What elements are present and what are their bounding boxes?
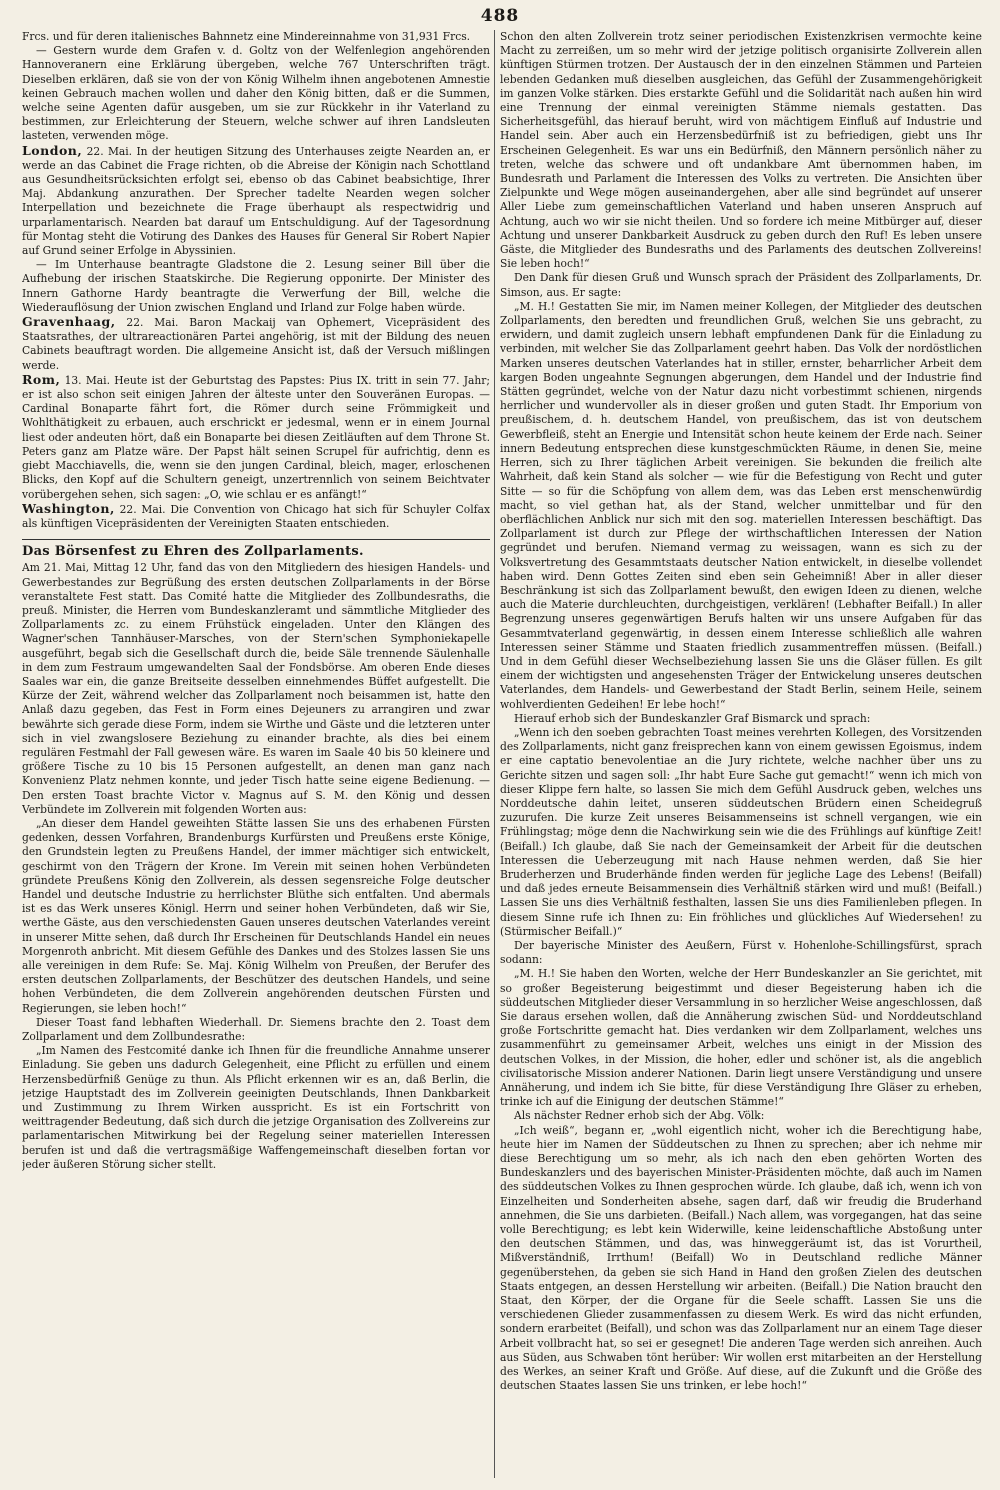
- right-column: [500, 30, 982, 1480]
- quote-paragraph: „Im Namen des Festcomité danke ich Ihnen für die freundliche Annahme unserer Einladung. Sie geben uns dadurch Gelegenheit, eine Pflicht zu erfüllen und einem Herzensbedürfniß Genüge zu thun. Als Pflicht erkennen wir es an, daß Berlin, die jetzige Hauptstadt des im Zollverein geeinigten Deutschlands, Ihnen Dankbarkeit und Zustimmung zu Ihrem Wirken ausspricht. Es ist ein Fortschritt von weittragender Bedeutung, daß sich durch die jetzige Organisation des Zollvereins zur parlamentarischen Mitwirkung bei der Regelung seiner materiellen Interessen berufen ist und daß die vertragsmäßige Waffengemeinschaft dieselben fortan vor jeder äußeren Störung sicher stellt.: [22, 1044, 490, 1171]
- column-divider: [494, 30, 495, 1478]
- paragraph: Hierauf erhob sich der Bundeskanzler Graf Bismarck und sprach:: [514, 711, 871, 725]
- quote-paragraph: „An dieser dem Handel geweihten Stätte lassen Sie uns des erhabenen Fürsten gedenken, dessen Vorfahren, Brandenburgs Kurfürsten und Preußens erste Könige, den Grundstein legten zu Preußens Handel, der immer mächtiger sich entwickelt, geschirmt von den Trägern der Krone. Im Verein mit seinen hohen Verbündeten gründete Preußens König den Zollverein, als dessen segensreiche Folge deutscher Handel und deutsche Industrie zu herrlichster Blüthe sich entfalten. Und abermals ist es das Werk unseres Königl. Herrn und seiner hohen Verbündeten, daß wir Sie, werthe Gäste, aus den verschiedensten Gauen unseres deutschen Vaterlandes vereint in unserer Mitte sehen, daß durch Ihr Erscheinen für Deutschlands Handel ein neues Morgenroth anbricht. Mit diesem Gefühle des Dankes und des Stolzes lassen Sie uns alle vereinigen in dem Rufe: Se. Maj. König Wilhelm von Preußen, der Berufer des ersten deutschen Zollparlaments, der Beschützer des deutschen Handels, und seine hohen Verbündeten, die dem Zollverein angehörenden deutschen Fürsten und Regierungen, sie leben hoch!“: [22, 816, 490, 1015]
- paragraph: Den Dank für diesen Gruß und Wunsch sprach der Präsident des Zollparlaments, Dr. Simson, aus. Er sagte:: [500, 271, 982, 299]
- dateline-date: 22. Mai.: [119, 502, 166, 516]
- dateline-place: Gravenhaag,: [22, 314, 116, 330]
- paragraph: — Gestern wurde dem Grafen v. d. Goltz von der Welfenlegion angehörenden Hannoveranern eine Erklärung übergeben, welche 767 Unterschriften trägt. Dieselben erklären, daß sie von der von König Wilhelm ihnen angebotenen Amnestie keinen Gebrauch machen wollen und daher den König bitten, daß er die Summen, welche seine Agenten dafür ausgeben, um sie zur Rückkehr in ihr Vaterland zu bestimmen, zur Erleichterung der Steuern, welche schwer auf ihren Landsleuten lasteten, verwenden möge.: [22, 44, 490, 143]
- dateline-place: Washington,: [22, 500, 115, 516]
- quote-paragraph: „Ich weiß“, begann er, „wohl eigentlich nicht, woher ich die Berechtigung habe, heute hier im Namen der Süddeutschen zu Ihnen zu sprechen; aber ich nehme mir diese Berechtigung um so mehr, als ich nach den eben gehörten Worten des Bundeskanzlers und des bayerischen Minister-Präsidenten möchte, daß auch im Namen des süddeutschen Volkes zu Ihnen gesprochen würde. Ich glaube, daß ich, wenn ich von Einzelheiten und Sonderheiten absehe, sagen darf, daß wir freudig die Bruderhand annehmen, die Sie uns darbieten. (Beifall.) Nach allem, was vorgegangen, hat das seine volle Berechtigung; es lebt kein Widerwille, keine leidenschaftliche Abstoßung unter den deutschen Stämmen, und das, was hinweggeräumt ist, das ist Vorurtheil, Mißverständniß, Irrthum! (Beifall) Wo in Deutschland redliche Männer gegenüberstehen, da geben sie sich Hand in Hand den großen Zielen des deutschen Staats entgegen, an dessen Herstellung wir arbeiten. (Beifall.) Die Nation braucht den Staat, den Körper, der die Organe für die Seele schafft. Lassen Sie uns die verschiedenen Glieder zusammenfassen zu diesem Werk. Es wird das nicht erfunden, sondern erarbeitet (Beifall), und schon was das Zollparlament nur an einem Tage dieser Arbeit vollbracht hat, so sei er gesegnet! Die anderen Tage werden sich anreihen. Auch aus Süden, aus Schwaben tönt herüber: Wir wollen erst mitarbeiten an der Herstellung des Werkes, an seiner Kraft und Größe. Auf diese, auf die Zukunft und die Größe des deutschen Staates lassen Sie uns trinken, er lebe hoch!“: [500, 1123, 982, 1393]
- news-item-washington: [22, 502, 490, 531]
- news-item-london: [22, 144, 490, 259]
- dateline-date: 13. Mai.: [64, 373, 110, 387]
- news-text: Baron Mackaij van Ophemert, Vicepräsident des Staatsrathes, der ultrareactionären Partei angehörig, ist mit der Bildung des neuen Cabinets beauftragt worden. Die allgemeine Ansicht ist, daß der Versuch mißlingen werde.: [22, 316, 490, 372]
- dateline-date: 22. Mai.: [126, 316, 179, 330]
- page-number: 488: [480, 6, 520, 26]
- paragraph: Dieser Toast fand lebhaften Wiederhall. Dr. Siemens brachte den 2. Toast dem Zollparlament und dem Zollbundesrathe:: [22, 1015, 490, 1044]
- paragraph: Am 21. Mai, Mittag 12 Uhr, fand das von den Mitgliedern des hiesigen Handels- und Gewerbestandes zur Begrüßung des ersten deutschen Zollparlaments in der Börse veranstaltete Fest statt. Das Comité hatte die Mitglieder des Zollbundesraths, die preuß. Minister, die Herren vom Bundeskanzleramt und sämmtliche Mitglieder des Zollparlaments zc. zu einem Frühstück eingeladen. Unter den Klängen des Wagner'schen Tannhäuser-Marsches, von der Stern'schen Symphoniekapelle ausgeführt, begab sich die Gesellschaft durch die, beide Säle trennende Säulenhalle in dem zum Festraum umgewandelten Saal der Fondsbörse. Am oberen Ende dieses Saales war ein, die ganze Breitseite desselben einnehmendes Büffet aufgestellt. Die Kürze der Zeit, während welcher das Zollparlament noch beisammen ist, hatte den Anlaß dazu gegeben, das Fest in Form eines Dejeuners zu arrangiren und zwar bewährte sich gerade diese Form, indem sie Wirthe und Gäste und die letzteren unter sich in viel zwangslosere Beziehung zu einander brachte, als dies bei einem regulären Festmahl der Fall gewesen wäre. Es waren im Saale 40 bis 50 kleinere und größere Tische zu 10 bis 15 Personen aufgestellt, an denen man ganz nach Konvenienz Platz nehmen konnte, und jeder Tisch hatte seine eigene Bedienung. — Den ersten Toast brachte Victor v. Magnus auf S. M. den König und dessen Verbündete im Zollverein mit folgenden Worten aus:: [22, 561, 490, 816]
- quote-paragraph: „M. H.! Sie haben den Worten, welche der Herr Bundeskanzler an Sie gerichtet, mit so großer Begeisterung beigestimmt und dieser Begeisterung haben ich die süddeutschen Mitglieder dieser Versammlung in so herzlicher Weise angeschlossen, daß Sie daraus ersehen wollen, daß die Annäherung zwischen Süd- und Norddeutschland große Fortschritte gemacht hat. Dies verdanken wir dem Zollparlament, welches uns zusammenführt zu gemeinsamer Arbeit, welches uns einigt in der Mission des deutschen Volkes, in der Mission, die hoher, edler und schöner ist, als die angeblich civilisatorische Mission anderer Nationen. Darin liegt unsere Verständigung und unsere Annäherung, und indem ich Sie bitte, für diese Verständigung Ihre Gläser zu erheben, trinke ich auf die Einigung der deutschen Stämme!“: [500, 967, 982, 1109]
- news-item-rom: [22, 373, 490, 502]
- news-text: Die Convention von Chicago hat sich für Schuyler Colfax als künftigen Vicepräsidenten der Vereinigten Staaten entschieden.: [22, 502, 490, 530]
- section-title: Das Börsenfest zu Ehren des Zollparlaments.: [22, 539, 490, 559]
- news-text: In der heutigen Sitzung des Unterhauses zeigte Nearden an, er werde an das Cabinet die Frage richten, ob die Abreise der Königin nach Schottland aus Gesundheitsrücksichten erfolgt sei, ebenso ob das Cabinet beabsichtige, Ihrer Maj. Abdankung anzurathen. Der Sprecher tadelte Nearden wegen solcher Interpellation und bezeichnete die Frage überhaupt als respectwidrig und urparlamentarisch. Nearden bat darauf um Entschuldigung. Auf der Tagesordnung für Montag steht die Votirung des Dankes des Hauses für General Sir Robert Napier auf Grund seiner Erfolge in Abyssinien.: [22, 144, 490, 258]
- dateline-place: London,: [22, 142, 83, 158]
- left-column: [22, 30, 490, 1480]
- quote-paragraph: „Wenn ich den soeben gebrachten Toast meines verehrten Kollegen, des Vorsitzenden des Zollparlaments, nicht ganz freisprechen kann von einem gewissen Egoismus, indem er eine captatio benevolentiae an die Jury richtete, welche nachher über uns zu Gerichte sitzen und sagen soll: „Ihr habt Eure Sache gut gemacht!“ wenn ich mich von dieser Klippe fern halte, so lassen Sie mich dem Gefühl Ausdruck geben, welches uns Norddeutsche dahin leitet, unseren süddeutschen Brüdern einen Scheidegruß zuzurufen. Die kurze Zeit unseres Beisammenseins ist schnell vergangen, wie ein Frühlingstag; möge denn die Nachwirkung sein wie die des Frühlings auf künftige Zeit! (Beifall.) Ich glaube, daß Sie nach der Gemeinsamkeit der Arbeit für die deutschen Interessen die Ueberzeugung mit nach Hause nehmen werden, daß Sie hier Bruderherzen und Bruderhände finden werden für jegliche Lage des Lebens! (Beifall) und daß jedes erneute Beisammensein dies Verhältniß stärken wird und muß! (Beifall.) Lassen Sie uns dies Verhältniß festhalten, lassen Sie uns dies Familienleben pflegen. In diesem Sinne rufe ich Ihnen zu: Ein fröhliches und glückliches Auf Wiedersehen! zu (Stürmischer Beifall.)“: [500, 725, 982, 938]
- paragraph: Frcs. und für deren italienisches Bahnnetz eine Mindereinnahme von 31,931 Frcs.: [22, 30, 471, 43]
- quote-paragraph: „M. H.! Gestatten Sie mir, im Namen meiner Kollegen, der Mitglieder des deutschen Zollparlaments, den beredten und freundlichen Gruß, welchen Sie uns gebracht, zu erwidern, und damit zugleich unsern lebhaft empfundenen Dank für die Einladung zu verbinden, mit welcher Sie das Zollparlament geehrt haben. Das Volk der nordöstlichen Marken unseres deutschen Vaterlandes hat in stiller, ernster, beharrlicher Arbeit dem kargen Boden ungeahnte Segnungen abgerungen, dem Handel und der Industrie find Stätten gegründet, welche von der Natur dazu nicht vorbestimmt schienen, nirgends herrlicher und wundervoller als in dieser großen und guten Stadt. Ihr Emporium von preußischem, d. h. deutschem Handel, von preußischem, das ist von deutschem Gewerbfleiß, steht an Energie und Intensität schon heute keinem der Erde nach. Seiner innern Bedeutung entsprechen diese kunstgeschmückten Räume, in denen Sie, meine Herren, sich zu Ihrer täglichen Arbeit vereinigen. Sie bekunden die freilich alte Wahrheit, daß kein Stand als solcher — wie für die Befestigung von Recht und guter Sitte — so für die Schöpfung von allem dem, was das Leben erst menschenwürdig macht, so viel gethan hat, als der Stand, welcher unmittelbar und für den oberflächlichen Anblick nur sich mit den sog. materiellen Interessen beschäftigt. Das Zollparlament ist durch zur Pflege der wirthschaftlichen Interessen der Nation gegründet und berufen. Niemand vermag zu weissagen, wann es sich zu der Volksvertretung des Gesammtstaats deutscher Nation entwickelt, in dieselbe vollendet haben wird. Denn Gottes Zeiten sind eben sein Geheimniß! Aber in aller dieser Beschränkung ist sich das Zollparlament bewußt, den ewigen Ideen zu dienen, welche auch die Materie durchleuchten, durchgeistigen, verklären! (Lebhafter Beifall.) In aller Begrenzung unseres gegenwärtigen Berufs halten wir uns unsere Aufgaben für das Gesammtvaterland gegenwärtig, in dessen einem Interesse schließlich alle wahren Interessen seiner Stämme und Staaten friedlich zusammentreffen müssen. (Beifall.) Und in dem Gefühl dieser Wechselbeziehung lassen Sie uns die Gläser füllen. Es gilt einem der wichtigsten und angesehensten Träger der Entwickelung unseres deutschen Vaterlandes, dem Handels- und Gewerbestand der Stadt Berlin, seinem Heile, seinem wohlverdienten Gedeihen! Er lebe hoch!“: [500, 299, 982, 711]
- paragraph: Schon den alten Zollverein trotz seiner periodischen Existenzkrisen vermochte keine Macht zu zerreißen, um so mehr wird der jetzige politisch organisirte Zollverein allen künftigen Stürmen trotzen. Der Austausch der in den einzelnen Stämmen und Parteien lebenden Gedanken muß dieselben ausgleichen, das Gefühl der Zusammengehörigkeit im ganzen Volke stärken. Dies erstarkte Gefühl und die Solidarität nach außen hin wird eine Trennung der einmal vereinigten Stämme niemals gestatten. Das Sicherheitsgefühl, das hierauf beruht, wird von mächtigem Einfluß auf Industrie und Handel sein. Aber auch ein Herzensbedürfniß ist zu befriedigen, giebt uns Ihr Erscheinen Gelegenheit. Es war uns ein Bedürfniß, den Männern persönlich näher zu treten, welche das schwere und oft undankbare Amt übernommen haben, im Bundesrath und Parlament die Interessen des Volks zu vertreten. Die Ansichten über Zielpunkte und Wege mögen auseinandergehen, aber alle sind begründet auf unserer Aller Liebe zum gemeinschaftlichen Vaterland und haben unseren Anspruch auf Achtung, auch wo wir sie nicht theilen. Und so fordere ich meine Mitbürger auf, dieser Achtung und unserer Dankbarkeit Ausdruck zu geben durch den Ruf! Es leben unsere Gäste, die Mitglieder des Bundesraths und des Parlaments des deutschen Zollvereins! Sie leben hoch!“: [500, 30, 982, 271]
- news-text: Heute ist der Geburtstag des Papstes: Pius IX. tritt in sein 77. Jahr; er ist also schon seit einigen Jahren der älteste unter den Souveränen Europas. — Cardinal Bonaparte fährt fort, die Römer durch seine Frömmigkeit und Wohlthätigkeit zu erbauen, auch erschrickt er jedesmal, wenn er in einem Journal liest oder andeuten hört, daß ein Bonaparte bei diesen Zeitläuften auf dem Throne St. Peters ganz am Platze wäre. Der Papst hält seinen Scrupel für aufrichtig, denn es giebt Macchiavells, die, wenn sie den jungen Cardinal, bleich, mager, erloschenen Blicks, den Kopf auf die Schultern geneigt, unzertrennlich von seinem Beichtvater vorübergehen sehen, sich sagen: „O, wie schlau er es anfängt!“: [22, 373, 490, 501]
- paragraph: — Im Unterhause beantragte Gladstone die 2. Lesung seiner Bill über die Aufhebung der irischen Staatskirche. Die Regierung opponirte. Der Minister des Innern Gathorne Hardy beantragte die Verwerfung der Bill, welche die Wiederauflösung der Union zwischen England und Irland zur Folge haben würde.: [22, 258, 490, 314]
- dateline-date: 22. Mai.: [86, 144, 133, 158]
- paragraph: Der bayerische Minister des Aeußern, Fürst v. Hohenlohe-Schillingsfürst, sprach sodann:: [500, 939, 982, 967]
- paragraph: Als nächster Redner erhob sich der Abg. Völk:: [514, 1109, 765, 1123]
- news-item-gravenhaag: [22, 315, 490, 373]
- dateline-place: Rom,: [22, 371, 61, 387]
